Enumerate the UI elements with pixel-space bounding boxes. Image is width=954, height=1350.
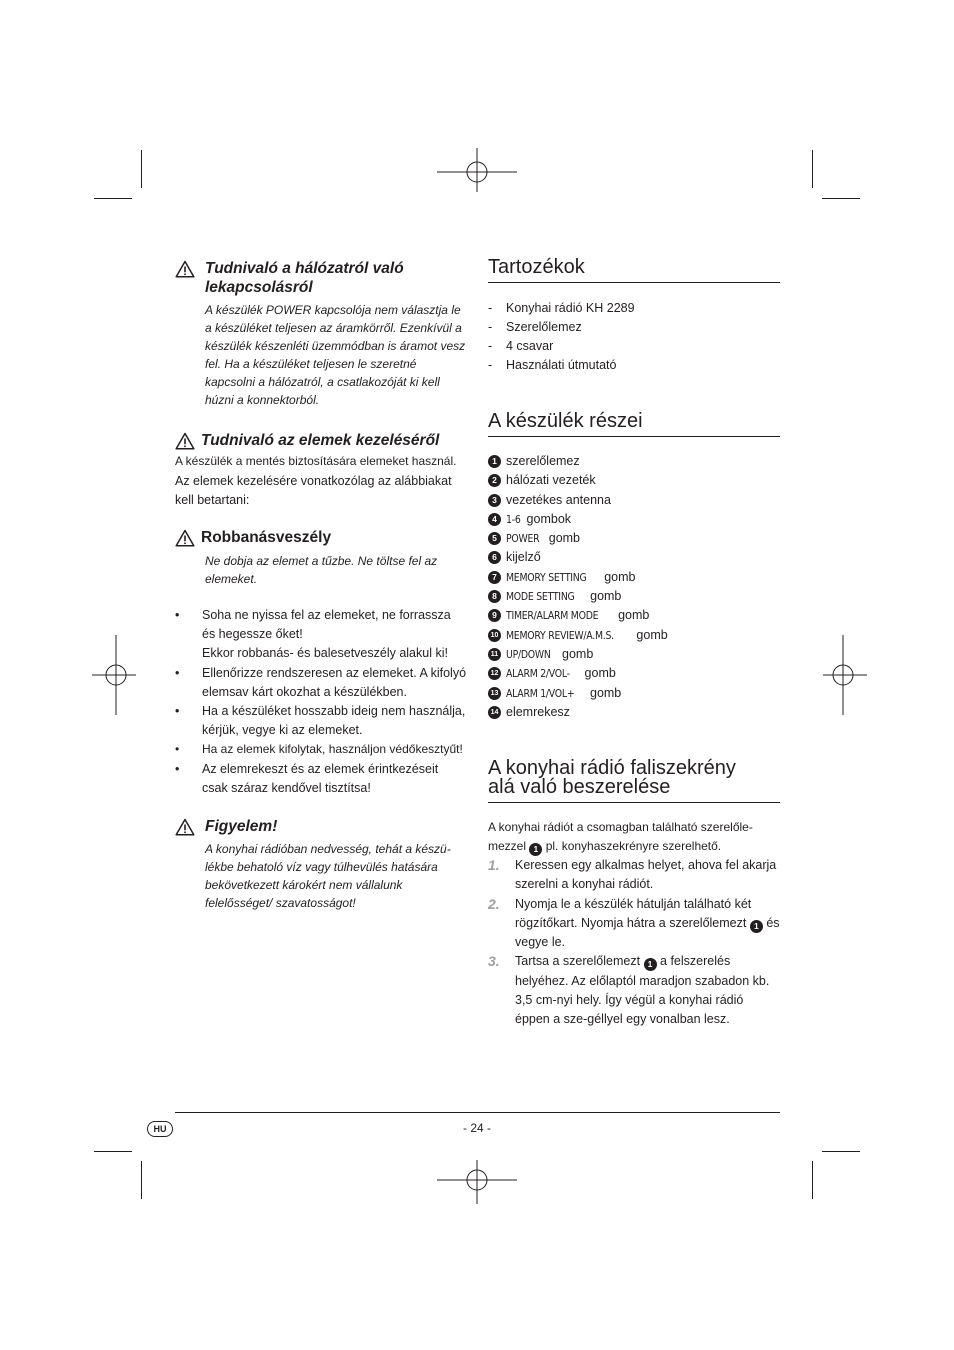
- part-item: [488, 684, 668, 703]
- item-text: Soha ne nyissa fel az elemeket, ne forrassza és hegessze őket!: [202, 608, 451, 642]
- warning-icon: [175, 818, 195, 836]
- part-number-badge: 8: [488, 590, 501, 603]
- part-label: MEMORY REVIEW/A.M.S.: [506, 628, 614, 642]
- item-text: Ha a készüléket hosszabb ideig nem használja, kérjük, vegye ki az elemeket.: [202, 704, 466, 738]
- item-text: Szerelőlemez: [506, 320, 582, 334]
- item-text: Ellenőrizze rendszeresen az elemeket. A kifolyó elemsav kárt okozhat a készülékben.: [202, 665, 467, 699]
- accessories-list: [488, 299, 635, 375]
- heading-line: alá való beszerelése: [488, 776, 671, 798]
- intro-text: pl. konyhaszekrényre szerelhető.: [545, 839, 722, 854]
- part-number-ref: 1: [529, 843, 542, 856]
- part-number-badge: 4: [488, 513, 501, 526]
- registration-mark-top: [437, 148, 517, 198]
- part-item: [488, 568, 668, 587]
- part-label: MEMORY SETTING: [506, 570, 587, 584]
- step-text: Nyomja le a készülék hátulján található két rögzítőkart. Nyomja hátra a szerelőlemezt: [515, 896, 752, 930]
- crop-mark: [94, 1151, 132, 1152]
- heading-text: Figyelem!: [205, 818, 278, 835]
- step-text: és vegye le.: [515, 915, 780, 950]
- paragraph: Az elemek kezelésére vonatkozólag az alábbiakat kell betartani:: [175, 474, 452, 508]
- intro-text: A konyhai rádiót a csomagban található szerelőle-mezzel: [488, 820, 753, 854]
- warning-icon: [175, 260, 195, 278]
- crop-mark: [812, 1161, 813, 1199]
- part-number-badge: 5: [488, 532, 501, 545]
- list-item: [175, 702, 467, 740]
- part-number-ref: 1: [644, 958, 657, 971]
- crop-mark: [822, 1151, 860, 1152]
- part-text: kijelző: [506, 550, 541, 565]
- crop-mark: [141, 1161, 142, 1199]
- part-item: [488, 664, 668, 683]
- part-text: gomb: [581, 666, 616, 681]
- step-item: [488, 895, 780, 953]
- page-number: - 24 -: [462, 1121, 491, 1135]
- language-badge: HU: [147, 1121, 173, 1137]
- registration-mark-left: [92, 635, 142, 715]
- part-label: MODE SETTING: [506, 590, 575, 604]
- item-text: Ha az elemek kifolytak, használjon védőkesztyűt!: [202, 742, 463, 757]
- part-text: vezetékes antenna: [506, 492, 611, 507]
- heading-line: Tudnivaló a hálózatról való: [205, 260, 404, 277]
- heading-text: Robbanásveszély: [201, 529, 332, 546]
- step-text: Keressen egy alkalmas helyet, ahova fel akarja szerelni a konyhai rádiót.: [515, 858, 777, 892]
- part-number-badge: 12: [488, 667, 501, 680]
- step-number: 2.: [488, 895, 500, 912]
- paragraph: A készülék a mentés biztosítására elemeket használ.: [175, 454, 457, 468]
- part-number-badge: 2: [488, 474, 501, 487]
- warning-icon: [175, 529, 195, 547]
- list-item: [488, 318, 635, 337]
- bullet: •: [175, 761, 180, 776]
- part-item: [488, 471, 668, 490]
- step-item: [488, 952, 780, 1029]
- section-heading: [175, 817, 277, 836]
- heading-line: lekapcsolásról: [205, 279, 313, 296]
- part-item: [488, 491, 668, 510]
- section-heading: [175, 528, 331, 547]
- bullet: •: [175, 704, 180, 719]
- part-label: UP/DOWN: [506, 647, 551, 661]
- part-label: ALARM 2/VOL-: [506, 667, 570, 681]
- bullet: •: [175, 742, 180, 757]
- heading-line: A konyhai rádió faliszekrény: [488, 757, 736, 779]
- part-label: ALARM 1/VOL+: [506, 686, 575, 700]
- item-text: Konyhai rádió KH 2289: [506, 301, 635, 315]
- part-number-badge: 7: [488, 571, 501, 584]
- list-item: [175, 644, 467, 663]
- footer-rule: [175, 1112, 780, 1113]
- parts-list: [488, 452, 668, 722]
- bullet-list: [175, 606, 467, 798]
- part-text: gomb: [545, 531, 581, 546]
- bullet: •: [175, 665, 180, 680]
- step-number: 3.: [488, 953, 500, 970]
- part-number-badge: 1: [488, 455, 501, 468]
- part-number-ref: 1: [750, 920, 763, 933]
- part-label: POWER: [506, 532, 540, 546]
- list-item: [175, 664, 467, 702]
- part-number-badge: 13: [488, 687, 501, 700]
- step-text: Tartsa a szerelőlemezt: [515, 954, 641, 969]
- list-item: [175, 760, 467, 798]
- item-text: Az elemrekeszt és az elemek érintkezéseit csak száraz kendővel tisztítsa!: [202, 761, 439, 795]
- part-item: [488, 452, 668, 471]
- part-item: [488, 587, 668, 606]
- warning-text: A konyhai rádióban nedvesség, tehát a készü-lékbe behatoló víz vagy túlhevülés hatására bekövetkezett károkért nem vállalunk felelősséget/ szavatosságot!: [205, 842, 451, 910]
- part-text: szerelőlemez: [506, 454, 580, 468]
- part-number-badge: 6: [488, 551, 501, 564]
- section-heading: [175, 259, 404, 297]
- part-item: [488, 510, 668, 529]
- item-text: Használati útmutató: [506, 358, 617, 372]
- part-label: 1-6: [506, 512, 521, 526]
- part-item: [488, 548, 668, 567]
- part-item: [488, 645, 668, 664]
- step-number: 1.: [488, 857, 500, 873]
- list-item: [488, 356, 635, 375]
- steps-list: [488, 856, 780, 1030]
- part-label: TIMER/ALARM MODE: [506, 609, 599, 623]
- registration-mark-right: [817, 635, 867, 715]
- list-item: [488, 299, 635, 318]
- section-heading: [175, 431, 439, 450]
- crop-mark: [822, 198, 860, 199]
- section-heading-parts: A készülék részei: [488, 412, 780, 437]
- part-text: gombok: [523, 511, 572, 526]
- heading-text: Tudnivaló az elemek kezeléséről: [201, 432, 440, 449]
- warning-icon: [175, 432, 195, 450]
- item-text: Ekkor robbanás- és balesetveszély alakul ki!: [202, 646, 448, 661]
- part-number-badge: 14: [488, 706, 501, 719]
- crop-mark: [94, 198, 132, 199]
- dash: -: [488, 320, 493, 334]
- warning-text: Ne dobja az elemet a tűzbe. Ne töltse fel az elemeket.: [205, 554, 438, 586]
- dash: -: [488, 339, 493, 353]
- part-text: elemrekesz: [506, 704, 570, 719]
- crop-mark: [812, 150, 813, 188]
- part-text: gomb: [600, 569, 636, 584]
- part-text: gomb: [558, 646, 594, 661]
- part-number-badge: 11: [488, 648, 501, 661]
- crop-mark: [141, 150, 142, 188]
- step-text: a felszerelés helyéhez. Az előlaptól maradjon szabadon kb. 3,5 cm-nyi hely. Így végül a konyhai rádió éppen a sze-géllyel egy vonalban lesz.: [515, 954, 770, 1027]
- registration-mark-bottom: [437, 1156, 517, 1206]
- bullet: •: [175, 608, 180, 622]
- paragraph: [488, 818, 780, 857]
- part-text: hálózati vezeték: [506, 473, 596, 488]
- part-item: [488, 529, 668, 548]
- part-number-badge: 3: [488, 494, 501, 507]
- part-text: gomb: [614, 608, 650, 623]
- part-number-badge: 9: [488, 609, 501, 622]
- dash: -: [488, 358, 493, 372]
- list-item: [175, 740, 467, 759]
- list-item: [488, 337, 635, 356]
- part-text: gomb: [586, 685, 622, 700]
- section-heading-accessories: Tartozékok: [488, 258, 780, 283]
- item-text: 4 csavar: [506, 339, 554, 353]
- part-item: [488, 606, 668, 625]
- part-number-badge: 10: [488, 629, 501, 642]
- section-heading-mounting: [488, 759, 780, 803]
- part-text: gomb: [632, 627, 668, 642]
- part-text: gomb: [586, 589, 622, 604]
- part-item: [488, 626, 668, 645]
- dash: -: [488, 301, 493, 315]
- part-item: [488, 703, 668, 722]
- warning-text: A készülék POWER kapcsolója nem választja le a készüléket teljesen az áramkörről. Ezenkívül a készülék készenléti üzemmódban is áramot vesz fel. Ha a készüléket teljesen le szeretné kapcsolni a hálózatról, a csatlakozóját ki kell húzni a konnektorból.: [205, 303, 466, 407]
- step-item: [488, 856, 780, 895]
- list-item: [175, 606, 467, 644]
